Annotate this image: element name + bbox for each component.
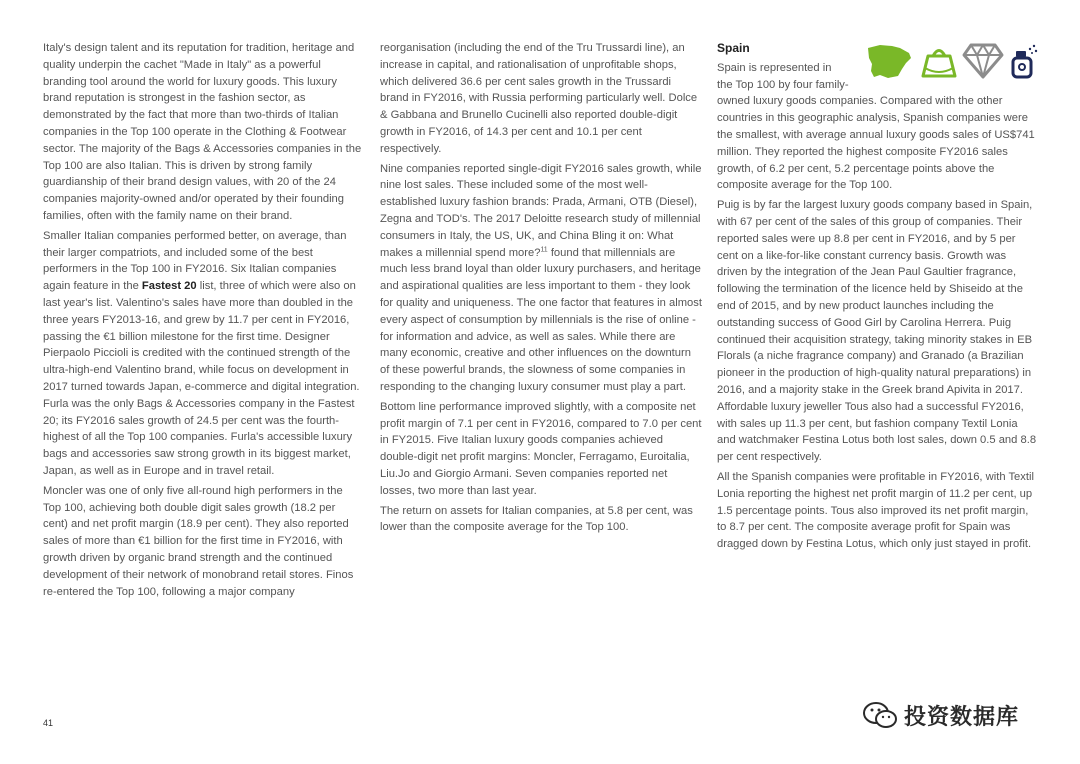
text-run: found that millennials are much less brand loyal than older luxury purchasers, and heritage and aspirational qualities are less important to them - they look for quality and uniqueness. The one factor that features in almost every aspect of consumption by millennials is the rise of online - for information and advice, as well as sales. While there are many economic, creative and other influences on the downturn of these powerful brands, the slowness of some companies in responding to the changing luxury consumer must play a part.	[380, 246, 702, 393]
column-italy-text-1	[43, 40, 363, 603]
text-run: Nine companies reported single-digit FY2016 sales growth, while nine lost sales. These included some of the most well-established luxury fashion brands: Prada, Armani, OTB (Diesel), Zegna and TOD's. The 2017 Deloitte research study of millennial consumers in Italy, the US, UK, and China Bling it on: What makes a millennial spend more?	[380, 162, 702, 259]
column-italy-text-2	[380, 40, 702, 539]
wechat-logo-icon	[862, 701, 898, 731]
category-icons	[866, 42, 1040, 82]
paragraph: Italy's design talent and its reputation for tradition, heritage and quality underpin the cachet "Made in Italy" as a powerful branding tool around the world for luxury goods. This luxury brand reputation is strongest in the fashion sector, as demonstrated by the fact that more than two-thirds of Italian companies in the Top 100 operate in the Clothing & Footwear sector. The majority of the Bags & Accessories companies in the Top 100 are also Italian. This is driven by strong family guardianship of their brand design values, with 20 of the 24 companies majority-owned and/or operated by their founding families, often with the family name on their brand.	[43, 42, 362, 222]
spain-map-icon	[866, 42, 914, 80]
footnote-ref: 11	[540, 245, 548, 253]
section-heading-spain: Spain	[717, 41, 750, 55]
diamond-icon	[962, 42, 1004, 80]
column-spain	[717, 40, 1039, 556]
handbag-icon	[920, 42, 958, 80]
text-line: Spain is represented in	[717, 61, 832, 74]
paragraph: Bottom line performance improved slightly, with a composite net profit margin of 7.1 per cent in FY2016, compared to 7.0 per cent in FY2015. Five Italian luxury goods companies achieved double-digit net profit margins: Moncler, Ferragamo, Euroitalia, Liu.Jo and Giorgio Armani. Seven companies reported net losses, two more than last year.	[380, 400, 702, 497]
page-number: 41	[43, 718, 54, 728]
paragraph: Puig is by far the largest luxury goods company based in Spain, with 67 per cent of the sales of this group of companies. Their reported sales were up 8.8 per cent in FY2016, and by 5 per cent on a like-for-like constant currency basis. Growth was driven by the integration of the Jean Paul Gaultier fragrance, following the termination of the licence held by Shiseido at the end of 2015, and by new product launches including the outstanding success of Good Girl by Carolina Herrera. Puig continued their acquisition strategy, taking minority stakes in EB Florals (a niche fragrance company) and Granado (a Brazilian pioneer in the production of high-quality natural preparations) in 2016, and a majority stake in the Greek brand Apivita in 2017. Affordable luxury jeweller Tous also had a successful FY2016, with sales up 11.3 per cent, but fashion company Textil Lonia and watchmaker Festina Lotus both lost sales, down 0.5 and 8.8 per cent respectively.	[717, 199, 1037, 464]
paragraph: All the Spanish companies were profitable in FY2016, with Textil Lonia reporting the highest net profit margin of 11.2 per cent, up 1.5 percentage points. Tous also improved its net profit margin, to 8.7 per cent. The composite average profit for Spain was dragged down by Festina Lotus, which only just stayed in profit.	[717, 470, 1034, 551]
paragraph: reorganisation (including the end of the Tru Trussardi line), an increase in capital, and rationalisation of unprofitable shops, which delivered 36.6 per cent sales growth in the Trussardi brand in FY2016, with Russia performing particularly well. Dolce & Gabbana and Brunello Cucinelli also reported double-digit growth in FY2016, of 14.3 per cent and 10.1 per cent respectively.	[380, 42, 698, 155]
perfume-icon	[1010, 42, 1040, 80]
text-line: the Top 100 by four family-	[717, 78, 849, 91]
text-run: Smaller Italian companies performed better, on average, than their larger compatriots, and included some of the best performers in the Top 100 in FY2016. Six Italian companies again feature in the	[43, 229, 347, 293]
paragraph	[43, 228, 363, 480]
text-run: owned luxury goods companies. Compared with the other countries in this geographic analysis, Spanish companies were the smallest, with average annual luxury goods sales of US$741 million. They reported the highest composite FY2016 sales growth, of 6.2 per cent, 5.2 percentage points above the composite average for the Top 100.	[717, 95, 1035, 192]
paragraph: The return on assets for Italian companies, at 5.8 per cent, was lower than the composite average for the Top 100.	[380, 504, 693, 534]
text-run: list, three of which were also on last year's list. Valentino's sales have more than doubled in the three years FY2013-16, and grew by 11.7 per cent in FY2016, passing the €1 billion milestone for the first time. Designer Pierpaolo Piccioli is credited with the continued strength of the ultra-high-end Valentino brand, while focus on development in 2017 turned towards Japan, e-commerce and digital integration. Furla was the only Bags & Accessories company in the Fastest 20; its FY2016 sales growth of 24.5 per cent was the fourth-highest of all the Top 100 companies. Furla's accessible luxury bags and accessories saw strong growth in its biggest market, Japan, as well as in Europe and in travel retail.	[43, 280, 360, 477]
watermark	[862, 700, 1019, 731]
paragraph: Moncler was one of only five all-round high performers in the Top 100, achieving both double digit sales growth (18.2 per cent) and net profit margin (18.9 per cent). They also reported sales of more than €1 billion for the first time in FY2016, with growth driven by organic brand strength and the continued development of their network of monobrand retail stores. Finos re-entered the Top 100, following a major company	[43, 484, 354, 598]
watermark-text: 投资数据库	[904, 705, 1020, 730]
fastest-20-bold: Fastest 20	[141, 280, 197, 293]
paragraph	[380, 161, 702, 396]
